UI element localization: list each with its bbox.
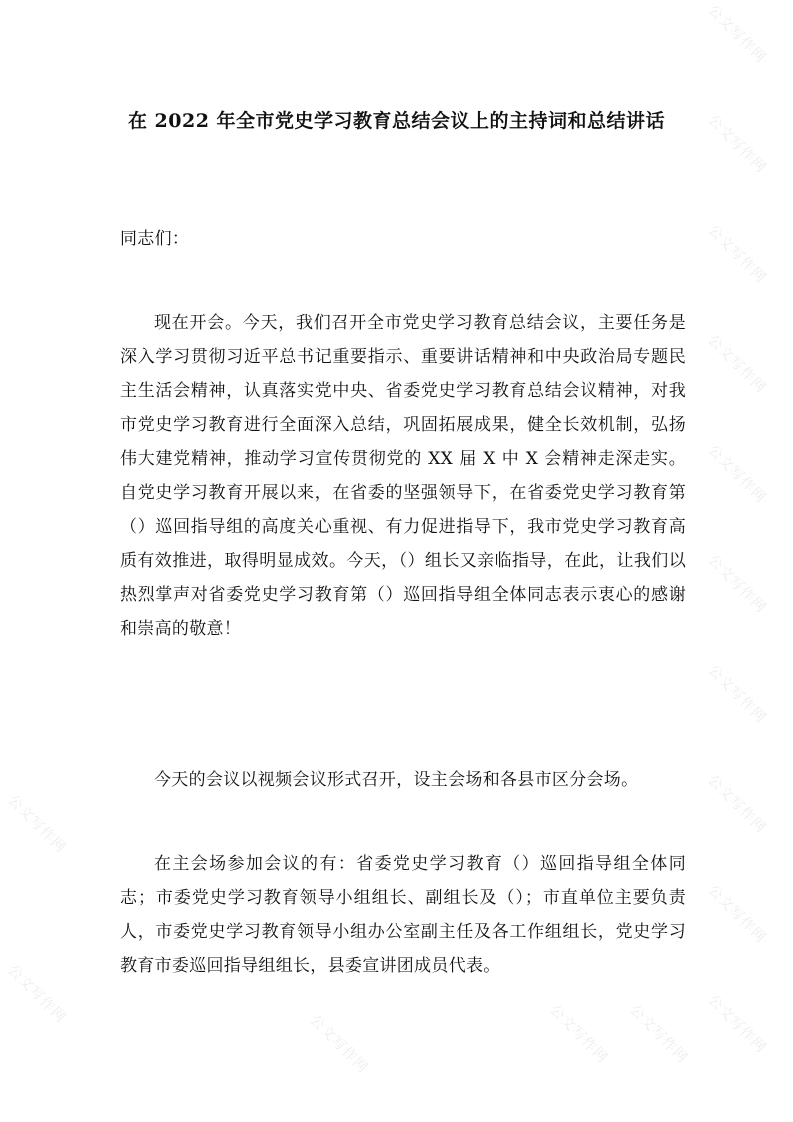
watermark: 公文写作网 [704,332,769,397]
watermark: 公文写作网 [704,882,769,947]
watermark: 公文写作网 [4,792,69,857]
paragraph-attendees: 在主会场参加会议的有：省委党史学习教育（）巡回指导组全体同志；市委党史学习教育领导小组组长、副组长及（）；市直单位主要负责人，市委党史学习教育领导小组办公室副主任及各工作组组长，党史学习教育市委巡回指导组组长，县委宣讲团成员代表。 [120,854,686,976]
watermark: 公文写作网 [704,442,769,507]
watermark: 公文写作网 [704,992,769,1057]
document-title: 在 2022 年全市党史学习教育总结会议上的主持词和总结讲话 [127,110,666,132]
watermark: 公文写作网 [704,662,769,727]
greeting: 同志们： [120,229,190,249]
watermark: 公文写作网 [704,2,769,67]
watermark: 公文写作网 [704,772,769,837]
watermark: 公文写作网 [704,112,769,177]
watermark: 公文写作网 [626,1002,691,1067]
watermark: 公文写作网 [306,1012,371,1077]
watermark: 公文写作网 [704,552,769,617]
watermark: 公文写作网 [546,1002,611,1067]
watermark: 公文写作网 [4,962,69,1027]
paragraph-opening: 现在开会。今天，我们召开全市党史学习教育总结会议，主要任务是深入学习贯彻习近平总书记重要指示、重要讲话精神和中央政治局专题民主生活会精神，认真落实党中央、省委党史学习教育总结会议精神，对我市党史学习教育进行全面深入总结，巩固拓展成果，健全长效机制，弘扬伟大建党精神，推动学习宣传贯彻党的 XX 届 X 中 X 会精神走深走实。自党史学习教育开展以来，在省委的坚强领导下，在省委党史学习教育第（）巡回指导组的高度关心重视、有力促进指导下，我市党史学习教育高质有效推进，取得明显成效。今天，（）组长又亲临指导，在此，让我们以热烈掌声对省委党史学习教育第（）巡回指导组全体同志表示衷心的感谢和崇高的敬意！ [120,313,686,639]
paragraph-format: 今天的会议以视频会议形式召开，设主会场和各县市区分会场。 [154,770,639,790]
watermark: 公文写作网 [704,222,769,287]
